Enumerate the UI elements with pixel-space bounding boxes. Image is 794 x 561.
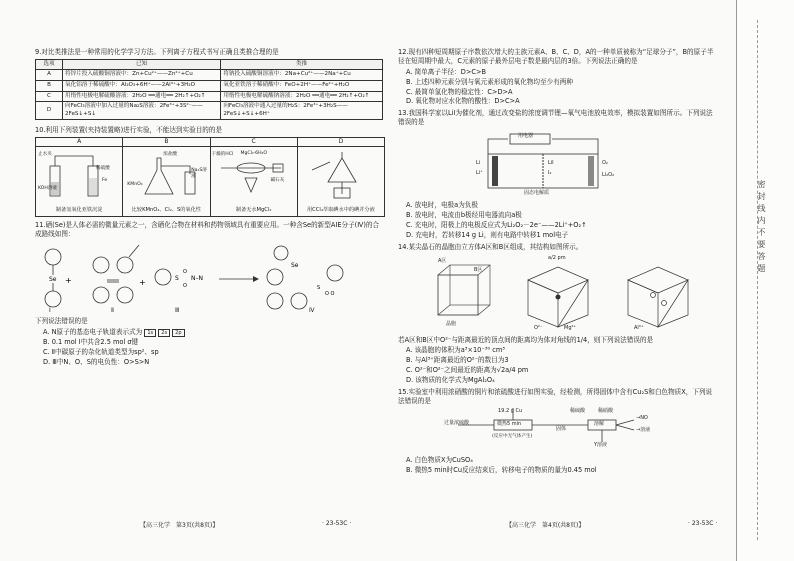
q12-option-d: D. 氧化物对应水化物的酸性：D>C>A [406, 97, 520, 106]
q13-battery-figure [398, 130, 716, 198]
table-row [36, 102, 383, 120]
right-footer-title: 【高三化学 第4页(共8页)】 [506, 522, 585, 529]
table-row [36, 80, 383, 91]
svg-text:O: O [183, 282, 187, 289]
q9-header-analog: 类推 [221, 59, 383, 70]
battery-label: 固态电解质 [524, 190, 550, 197]
apparatus-note: 稀硫酸 [96, 166, 110, 172]
q14-option-d: D. 该物质的化学式为MgAl₂O₄ [406, 376, 495, 385]
q14-option-a: A. 该晶胞的体积为a³×10⁻³⁰ cm³ [406, 346, 505, 355]
apparatus-note: KOH溶液 [38, 186, 58, 192]
q12-option-b: B. 上述四种元素分别与氧元素形成的氧化物均至少有两种 [406, 77, 573, 86]
right-column [398, 48, 716, 476]
apparatus-label: B [123, 138, 209, 147]
apparatus-label: A [36, 138, 122, 147]
crystal-label: A区 [438, 257, 447, 264]
apparatus-note: Na₂S溶液 [191, 168, 207, 180]
battery-label: Li [476, 160, 481, 167]
battery-label: I₂ [548, 170, 552, 177]
q9-row-known: 氧化铝溶于稀硫酸中：Al₂O₃+6H⁺——2Al³⁺+3H₂O [63, 80, 221, 91]
svg-text:+: + [65, 275, 72, 285]
crystal-label: 晶胞 [446, 320, 457, 327]
q9-header-option: 选项 [36, 59, 63, 70]
q11-stem: 11.硒(Se)是人体必需的微量元素之一，含硒化合物在材料和药物领域具有重要应用。一种含Se的新型AIE分子(Ⅳ)的合成路线如图： [35, 221, 380, 238]
q11-option-c: C. Ⅱ中碳原子的杂化轨道类型为sp²、sp [43, 348, 159, 357]
binding-margin [736, 0, 794, 561]
q14-stem: 14.某尖晶石的晶胞由立方体A区和B区组成，其结构如图所示。 [398, 242, 583, 251]
battery-label: Li⁺ [476, 170, 483, 177]
apparatus-d-figure [302, 148, 382, 200]
q11-sub-stem: 下列说法错误的是 [35, 316, 88, 325]
apparatus-caption: 比较KMnO₄、Cl₂、S的氧化性 [131, 207, 201, 214]
q15-stem: 15.实验室中利用浓硝酸的铜片和浓硫酸进行如图实验，经检测，所得固体中含有Cu₂S和白色物质X，下列说法错误的是 [398, 388, 713, 405]
apparatus-label: D [298, 138, 384, 147]
flow-label: 微热5 min [497, 420, 522, 427]
apparatus-note: 止水夹 [38, 152, 52, 158]
seal-line [757, 20, 758, 540]
q9-row-label: B [36, 80, 63, 91]
molecule-label: Ⅳ [309, 306, 315, 314]
q9-header-known: 已知 [63, 59, 221, 70]
q9-row-analog: 氧化亚铁溶于稀硝酸中：FeO+2H⁺——Fe²⁺+H₂O [221, 80, 383, 91]
battery-label: LiI [548, 160, 554, 167]
q15-option-b: B. 微热5 min时Cu反应结束后，转移电子的物质的量为0.45 mol [406, 465, 597, 474]
orbital-label: 2p [172, 329, 184, 338]
apparatus-note: 浓盐酸 [163, 152, 178, 158]
q9-row-label: C [36, 91, 63, 102]
apparatus-a [36, 138, 123, 216]
q12-stem: 12.现有四种短周期原子序数依次增大的主族元素A、B、C、D，A的一种单质被称为“足球分子”，B的原子半径在短周期中最大，C元素的原子最外层电子数是最内层的3倍。下列说法正确的是 [398, 48, 714, 65]
flow-label: 稀硝酸 [598, 407, 614, 414]
q9-row-known: 向FeCl₃溶液中加入过量的Na₂S溶液：2Fe³⁺+3S²⁻——2FeS↓+S↓ [63, 102, 221, 120]
q11-option-d: D. Ⅲ中N、O、S的电负性：O>S>N [43, 358, 150, 367]
battery-diagram [398, 130, 716, 198]
svg-text:+: + [139, 277, 146, 287]
q10-apparatus-table [35, 137, 385, 217]
molecule-label: Ⅰ [49, 306, 51, 314]
flow-label: 溶解 [594, 420, 605, 427]
q9-row-analog: 向FeCl₃溶液中通入过量的H₂S：2Fe³⁺+3H₂S——2FeS↓+S↓+6H⁺ [221, 102, 383, 120]
flow-label: →溶液 [636, 426, 651, 433]
q9-row-analog: 将钠投入硫酸铜溶液中：2Na+Cu²⁺——2Na⁺+Cu [221, 70, 383, 81]
seal-notice: 密封线内不要答题 [757, 180, 766, 276]
q13-option-b: B. 放电时，电流由b极经用电器流向a极 [406, 211, 522, 220]
synthesis-figure [35, 243, 385, 313]
flow-label: (反应中无气体产生) [492, 433, 533, 439]
left-footer-title: 【高三化学 第3页(共8页)】 [140, 522, 219, 529]
q13-stem: 13.我国科学家以LiI为催化剂，通过改变盐的浓度调节锂—氧气电池放电效率，模拟装置如图所示。下列说法错误的是 [398, 109, 713, 127]
q11-option-a [43, 328, 385, 338]
apparatus-a-figure [40, 148, 120, 200]
flow-label: 稀硫酸 [570, 407, 586, 414]
right-footer-code: · 23-53C · [688, 520, 718, 527]
flow-label: 19.2 g Cu [498, 407, 523, 414]
q13-option-c: C. 充电时，阳极上的电极反应式为Li₂O₂－2e⁻——2Li⁺+O₂↑ [406, 220, 587, 229]
q14-text2: 若A区和B区中O²⁻与距离最近的顶点间的距离均为体对角线的1/4，则下列说法错误的是 [398, 335, 654, 344]
q9-row-known: 将锌片投入硫酸铜溶液中：Zn+Cu²⁺——Zn²⁺+Cu [63, 70, 221, 81]
q9-table [35, 59, 383, 120]
flow-label: 过量浓硫酸 [444, 419, 470, 426]
q11-synthesis-route [35, 243, 385, 313]
svg-text:Se: Se [291, 261, 299, 269]
apparatus-caption: 制备无水MgCl₂ [235, 207, 272, 214]
svg-text:S: S [317, 284, 321, 291]
molecule-label: Ⅱ [111, 306, 114, 314]
crystal-label: Mg²⁺ [564, 324, 577, 331]
table-row [36, 70, 383, 81]
left-column [35, 48, 385, 368]
apparatus-c [211, 138, 298, 216]
apparatus-note: KMnO₄ [127, 182, 143, 188]
molecule-label: Ⅲ [175, 306, 180, 314]
q9-row-analog: 用惰性电极电解硫酸钠溶液：2H₂O ══通电══ 2H₂↑+O₂↑ [221, 91, 383, 102]
svg-text:S: S [175, 274, 179, 282]
orbital-label: 1s [144, 329, 156, 338]
svg-text:Se: Se [49, 275, 57, 283]
q9-row-label: D [36, 102, 63, 120]
apparatus-note: MgCl₂·6H₂O [240, 151, 267, 157]
q13-option-a: A. 放电时，电极a为负极 [406, 201, 478, 210]
battery-label: O₂ [602, 160, 608, 167]
q9-stem: 9.对比类推法是一种常用的化学学习方法。下列离子方程式书写正确且类推合理的是 [35, 48, 279, 56]
table-row [36, 91, 383, 102]
apparatus-caption: 用CCl₄萃取碘水中的碘并分液 [306, 207, 375, 214]
apparatus-note: Fe [102, 178, 108, 184]
q13-option-d: D. 充电时，若转移14 g Li，则有电路中转移1 mol电子 [406, 230, 569, 239]
svg-text:O O: O O [325, 290, 335, 297]
q12-option-a: A. 简单离子半径：D>C>B [406, 67, 486, 76]
q9-row-known: 用惰性电极电解硫酸溶液：2H₂O ══通电══ 2H₂↑+O₂↑ [63, 91, 221, 102]
q9-row-label: A [36, 70, 63, 81]
apparatus-b [123, 138, 210, 216]
crystal-label: B区 [474, 266, 483, 273]
crystal-label: Al³⁺ [634, 324, 644, 331]
apparatus-note: 碱石灰 [270, 178, 285, 184]
q14-crystal-figure [398, 255, 716, 333]
battery-label: Li₂O₂ [602, 172, 615, 179]
svg-text:N–N: N–N [191, 274, 203, 282]
flow-label: →NO [636, 414, 648, 421]
apparatus-d [298, 138, 384, 216]
flow-label: 固体 [556, 425, 567, 432]
q11-option-b: B. 0.1 mol Ⅰ中共含2.5 mol σ键 [43, 338, 139, 347]
q15-flow-figure [398, 408, 716, 454]
orbital-label: 2s [158, 329, 170, 338]
apparatus-label: C [211, 138, 297, 147]
q10-stem: 10.利用下列装置(夹持装置略)进行实验，不能达到实验目的的是 [35, 126, 223, 135]
svg-text:O: O [183, 268, 187, 275]
apparatus-caption: 制备氢氧化亚铁沉淀 [55, 207, 103, 214]
left-footer-code: · 23-53C · [322, 520, 352, 527]
q12-option-c: C. 最简单氢化物的稳定性：C>D>A [406, 87, 513, 96]
q14-option-b: B. 与Al³⁺距离最近的O²⁻的数目为3 [406, 356, 509, 365]
battery-label: 用电器 [518, 133, 534, 140]
crystal-label: a/2 pm [548, 254, 566, 261]
crystal-label: O²⁻ [534, 324, 543, 331]
apparatus-note: 干燥的HCl [211, 152, 234, 158]
flow-label: Y溶液 [594, 441, 608, 448]
q15-option-a: A. 白色物质X为CuSO₄ [406, 455, 473, 464]
option-text: A. N原子的基态电子轨道表示式为 [43, 327, 143, 336]
q14-option-c: C. O²⁻和O²⁻之间最近的距离为√2a/4 pm [406, 366, 529, 375]
